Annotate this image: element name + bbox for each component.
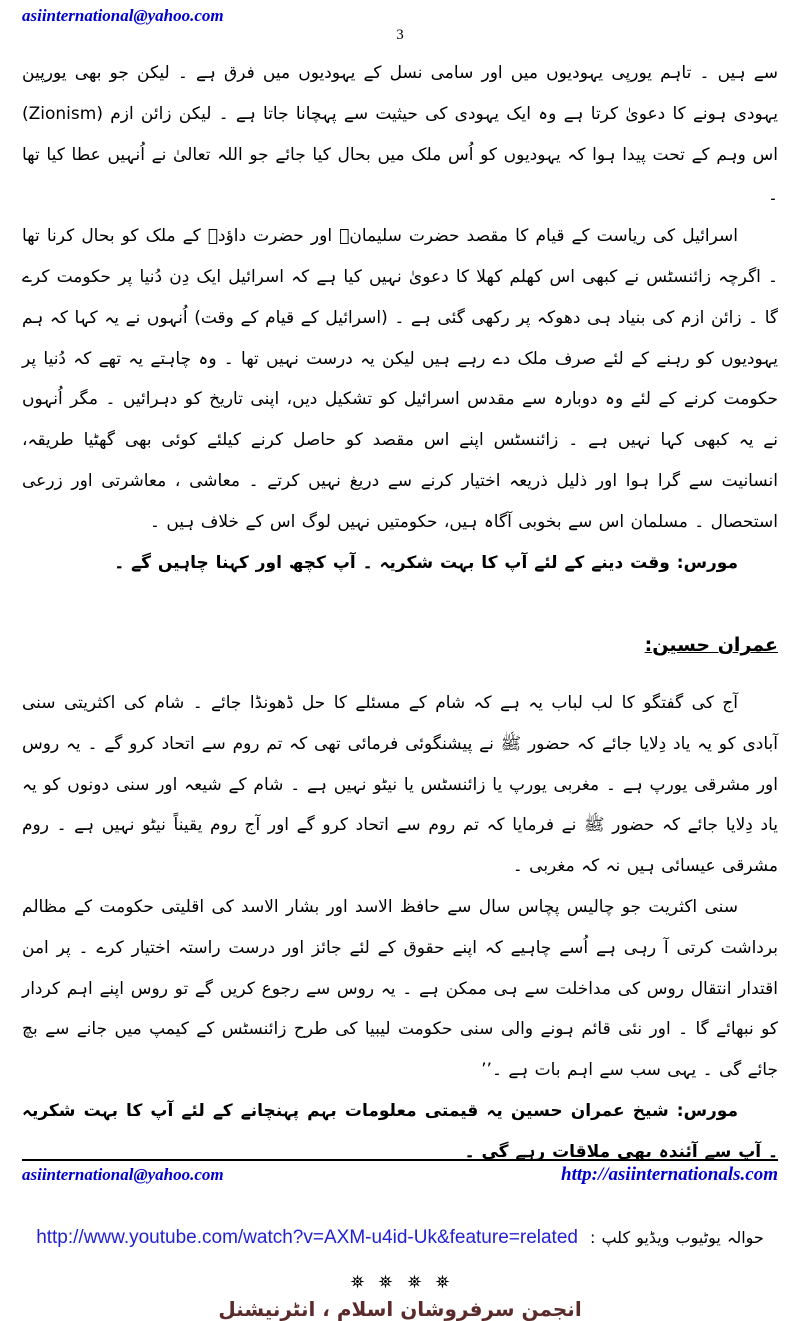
footer-website-link[interactable]: http://asiinternationals.com — [561, 1164, 778, 1185]
paragraph-israel-state: اسرائیل کی ریاست کے قیام کا مقصد حضرت سلیمانؑ اور حضرت داؤدؑ کے ملک کو بحال کرنا تھا ۔ اگرچہ زائنسٹس نے کبھی اس کھلم کھلا کا دعویٰ نہیں کیا ہے کہ اسرائیل ایک دِن دُنیا پر حکومت کرے گا ۔ زائن ازم کی بنیاد ہی دھوکہ پر رکھی گئی ہے ۔ (اسرائیل کے قیام کے وقت) اُنہوں نے یہ کہا کہ ہم یہودیوں کو رہنے کے لئے صرف ملک دے رہے ہیں لیکن یہ درست نہیں تھا ۔ وہ چاہتے یہ تھے کہ دُنیا پر حکومت کرنے کے لئے وہ دوبارہ سے مقدس اسرائیل کو تشکیل دیں، اپنی تاریخ کو دہرائیں ۔ مگر اُنہوں نے یہ کبھی کہا نہیں ہے ۔ زائنسٹس اپنے اس مقصد کو حاصل کرنے کیلئے کوئی بھی گھٹیا طریقہ، انسانیت سے گرا ہوا اور ذلیل ذریعہ اختیار کرنے سے دریغ نہیں کرتے ۔ معاشی ، معاشرتی اور زرعی استحصال ۔ مسلمان اس سے بخوبی آگاہ ہیں، حکومتیں نہیں لوگ اس کے خلاف ہیں ۔ — [22, 226, 778, 532]
star-ornament-icon — [407, 1274, 422, 1289]
paragraph-morris-thanks-2: مورس: شیخ عمران حسین یہ قیمتی معلومات بہم پہنچانے کے لئے آپ کا بہت شکریہ ۔ آپ سے آئندہ بھی ملاقات رہے گی ۔ — [22, 1100, 778, 1162]
video-reference-row — [22, 1219, 778, 1257]
paragraph-sunni-majority: سنی اکثریت جو چالیس پچاس سال سے حافظ الاسد اور بشار الاسد کی اقلیتی حکومت کے مظالم برداشت کرتی آ رہی ہے اُسے چاہیے کہ اپنے حقوق کے لئے جائز اور درست راستہ اختیار کرے ۔ پر امن اقتدار انتقال روس کی مداخلت سے ہی ممکن ہے ۔ یہ روس سے رجوع کریں گے تو روس اپنے اہم کردار کو نبھائے گا ۔ اور نئی قائم ہونے والی سنی حکومت لیبیا کی طرح زائنسٹس کے کیمپ میں جانے سے بچ جائے گی ۔ یہی سب سے اہم بات ہے ۔’’ — [22, 896, 778, 1081]
youtube-link[interactable]: http://www.youtube.com/watch?v=AXM-u4id-Uk&feature=related — [36, 1226, 578, 1248]
footer-email-link[interactable]: asiinternational@yahoo.com — [22, 1165, 224, 1184]
ornament-divider — [22, 1273, 778, 1289]
star-ornament-icon — [350, 1274, 365, 1289]
video-reference-label: حوالہ یوٹیوب ویڈیو کلپ : — [589, 1227, 764, 1247]
star-ornament-icon — [378, 1274, 393, 1289]
page-header — [22, 6, 778, 43]
header-email-link[interactable]: asiinternational@yahoo.com — [22, 6, 224, 25]
section-heading-imran-hussain: عمران حسین: — [644, 634, 778, 657]
page-number: 3 — [396, 27, 404, 43]
organization-name: انجمن سرفروشان اسلام ، انٹرنیشنل — [218, 1296, 582, 1321]
paragraph-morris-thanks-1: مورس: وقت دینے کے لئے آپ کا بہت شکریہ ۔ آپ کچھ اور کہنا چاہیں گے ۔ — [114, 552, 738, 573]
star-ornament-icon — [435, 1274, 450, 1289]
paragraph-syria-solution: آج کی گفتگو کا لب لباب یہ ہے کہ شام کے مسئلے کا حل ڈھونڈا جائے ۔ شام کی اکثریتی سنی آبادی کو یہ یاد دِلایا جائے کہ حضور ﷺ نے پیشنگوئی فرمائی تھی کہ تم روم سے اتحاد کرو گے ۔ یہ روس اور مشرقی یورپ ہے ۔ مغربی یورپ یا زائنسٹس یا نیٹو نہیں ہے ۔ شام کے شیعہ اور سنی دونوں کو یہ یاد دِلایا جائے کہ حضور ﷺ نے فرمایا کہ تم روم سے اتحاد کرو گے اور آج روم یقیناً نیٹو نہیں ہے ۔ روم مشرقی عیسائی ہیں نہ کہ مغربی ۔ — [22, 692, 778, 877]
page-footer — [22, 1159, 778, 1186]
paragraph-continuation: سے ہیں ۔ تاہم یورپی یہودیوں میں اور سامی نسل کے یہودیوں میں فرق ہے ۔ لیکن جو بھی یورپین یہودی ہونے کا دعویٰ کرتا ہے وہ ایک یہودی کی حیثیت سے پہچانا جاتا ہے ۔ لیکن زائن ازم (Zionism) اس وہم کے تحت پیدا ہوا کہ یہودیوں کو اُس ملک میں بحال کیا جائے جو اللہ تعالیٰ نے اُنہیں عطا کیا تھا ۔ — [22, 63, 778, 206]
article-body — [22, 53, 778, 1173]
footer-divider — [22, 1159, 778, 1161]
